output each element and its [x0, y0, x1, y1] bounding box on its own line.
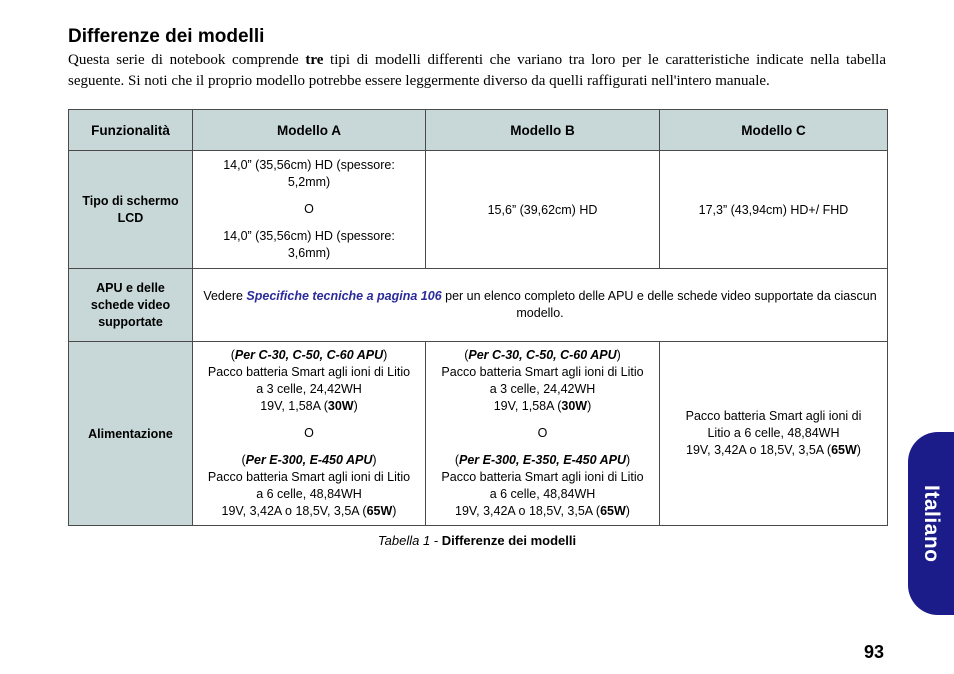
row-label-apu: APU e delle schede video supportate	[69, 269, 193, 342]
power-b-pack-2: Pacco batteria Smart agli ioni di Litio a 6 celle, 48,84WH	[441, 470, 644, 501]
header-feature: Funzionalità	[69, 110, 193, 151]
language-tab-label-wrap	[910, 432, 952, 615]
table-row-power	[69, 342, 888, 526]
cell-apu-merged	[193, 269, 888, 342]
header-model-c: Modello C	[660, 110, 888, 151]
header-model-b: Modello B	[426, 110, 660, 151]
cell-lcd-b: 15,6” (39,62cm) HD	[426, 151, 660, 269]
lcd-a-option-1: 14,0” (35,56cm) HD (spessore: 5,2mm)	[223, 158, 395, 189]
power-b-pack-1: Pacco batteria Smart agli ioni di Litio a 3 celle, 24,42WH	[441, 365, 644, 396]
power-b-watt-2: 65W	[600, 504, 626, 518]
section-title: Differenze dei modelli	[68, 26, 265, 47]
caption-prefix: Tabella 1 -	[377, 533, 442, 548]
specs-link[interactable]: Specifiche tecniche a pagina 106	[246, 289, 442, 303]
table-row-lcd	[69, 151, 888, 269]
apu-text-pre: Vedere	[203, 289, 247, 303]
power-b-apu-2: Per E-300, E-350, E-450 APU	[459, 453, 626, 467]
apu-text-post: per un elenco completo delle APU e delle schede video supportate da ciascun modello.	[441, 289, 877, 320]
cell-lcd-a	[193, 151, 426, 269]
cell-power-a: (Per C-30, C-50, C-60 APU) Pacco batteria Smart agli ioni di Litio a 3 celle, 24,42WH 19V, 1,58A (30W) O (Per E-300, E-450 APU) Pacco batteria Smart agli ioni di Litio a 6 celle, 48,84WH 19V, 3,42A o 18,5V, 3,5A (65W)	[193, 342, 426, 526]
lcd-a-or: O	[304, 202, 314, 216]
intro-text-2: tipi di modelli differenti che variano tra loro per le caratteristiche indicate nella tabella seguente. Si noti che il proprio modello potrebbe essere leggermente diverso da quelli raffigurati nell'intero manuale.	[68, 52, 886, 89]
power-a-volt-2: 19V, 3,42A o 18,5V, 3,5A (	[221, 504, 367, 518]
power-b-watt-1: 30W	[561, 399, 588, 413]
power-a-volt-1: 19V, 1,58A (	[260, 399, 328, 413]
power-a-or: O	[304, 426, 314, 440]
power-a-watt-1: 30W	[327, 399, 354, 413]
power-a-pack-1: Pacco batteria Smart agli ioni di Litio a 3 celle, 24,42WH	[207, 365, 411, 396]
intro-bold-word: tre	[305, 52, 324, 68]
caption-title: Differenze dei modelli	[441, 533, 577, 548]
power-a-pack-2: Pacco batteria Smart agli ioni di Litio a 6 celle, 48,84WH	[207, 470, 411, 501]
power-b-volt-2: 19V, 3,42A o 18,5V, 3,5A (	[455, 504, 601, 518]
header-model-a: Modello A	[193, 110, 426, 151]
table-row-apu	[69, 269, 888, 342]
power-a-apu-1: Per C-30, C-50, C-60 APU	[234, 348, 384, 362]
power-c-volt: 19V, 3,42A o 18,5V, 3,5A (	[686, 443, 832, 457]
cell-power-c: Pacco batteria Smart agli ioni di Litio a 6 celle, 48,84WH 19V, 3,42A o 18,5V, 3,5A (65W)	[660, 342, 888, 526]
lcd-a-option-2: 14,0” (35,56cm) HD (spessore: 3,6mm)	[223, 229, 395, 260]
language-tab-label: Italiano	[920, 484, 943, 563]
power-b-or: O	[537, 426, 548, 440]
power-a-apu-2: Per E-300, E-450 APU	[245, 453, 373, 467]
cell-power-b: (Per C-30, C-50, C-60 APU) Pacco batteria Smart agli ioni di Litio a 3 celle, 24,42WH 19V, 1,58A (30W) O (Per E-300, E-350, E-450 APU) Pacco batteria Smart agli ioni di Litio a 6 celle, 48,84WH 19V, 3,42A o 18,5V, 3,5A (65W)	[426, 342, 660, 526]
row-label-power: Alimentazione	[69, 342, 193, 526]
power-b-apu-1: Per C-30, C-50, C-60 APU	[468, 348, 617, 362]
page-number: 93	[864, 642, 885, 662]
intro-text-1: Questa serie di notebook comprende	[68, 52, 306, 68]
table-caption	[0, 533, 954, 548]
cell-lcd-c: 17,3” (43,94cm) HD+/ FHD	[660, 151, 888, 269]
table-header-row	[69, 110, 888, 151]
model-differences-table	[68, 109, 888, 526]
row-label-lcd: Tipo di schermo LCD	[69, 151, 193, 269]
power-c-pack: Pacco batteria Smart agli ioni di Litio a 6 celle, 48,84WH	[685, 409, 862, 440]
power-c-watt: 65W	[831, 443, 857, 457]
intro-paragraph	[68, 50, 886, 92]
power-b-volt-1: 19V, 1,58A (	[493, 399, 562, 413]
power-a-watt-2: 65W	[366, 504, 393, 518]
